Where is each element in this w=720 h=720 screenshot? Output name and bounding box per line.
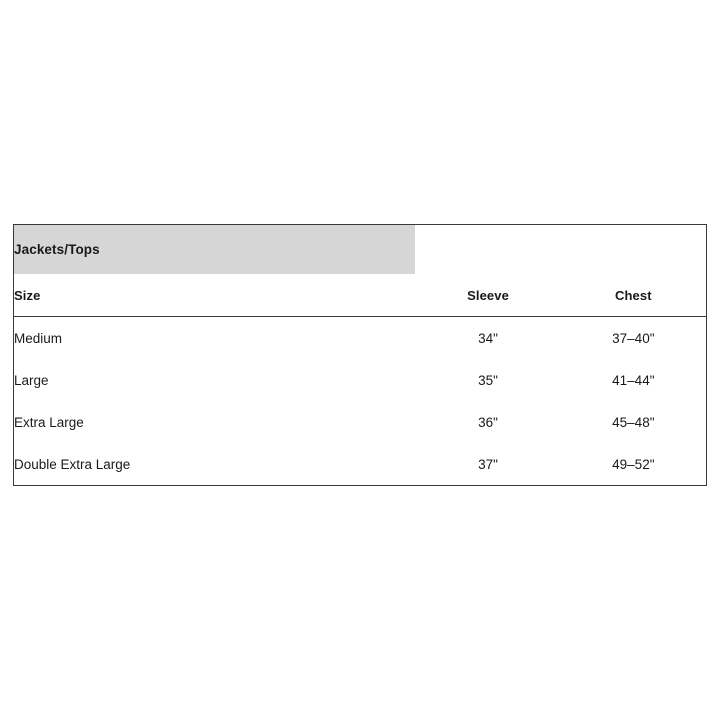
cell-chest: 37–40" <box>612 330 655 346</box>
cell-sleeve: 36" <box>478 414 498 430</box>
cell-chest: 41–44" <box>612 372 655 388</box>
cell-chest: 49–52" <box>612 456 655 472</box>
table-row <box>14 443 706 485</box>
size-chart-container <box>13 224 707 486</box>
column-header-chest: Chest <box>561 274 706 317</box>
cell-sleeve: 37" <box>478 456 498 472</box>
category-label: Jackets/Tops <box>14 225 415 274</box>
cell-size: Medium <box>14 330 63 346</box>
column-header-sleeve: Sleeve <box>415 274 560 317</box>
cell-sleeve: 35" <box>478 372 498 388</box>
table-header-row <box>14 274 706 317</box>
cell-size: Large <box>14 372 49 388</box>
table-row <box>14 401 706 443</box>
cell-size: Extra Large <box>14 414 84 430</box>
column-header-size: Size <box>14 274 415 317</box>
cell-size: Double Extra Large <box>14 456 131 472</box>
cell-sleeve: 34" <box>478 330 498 346</box>
table-row <box>14 359 706 401</box>
category-blank-cell-chest <box>561 225 706 274</box>
cell-chest: 45–48" <box>612 414 655 430</box>
category-banner-row <box>14 225 706 274</box>
table-row <box>14 317 706 360</box>
size-chart-table <box>14 225 706 485</box>
category-blank-cell-sleeve <box>415 225 560 274</box>
